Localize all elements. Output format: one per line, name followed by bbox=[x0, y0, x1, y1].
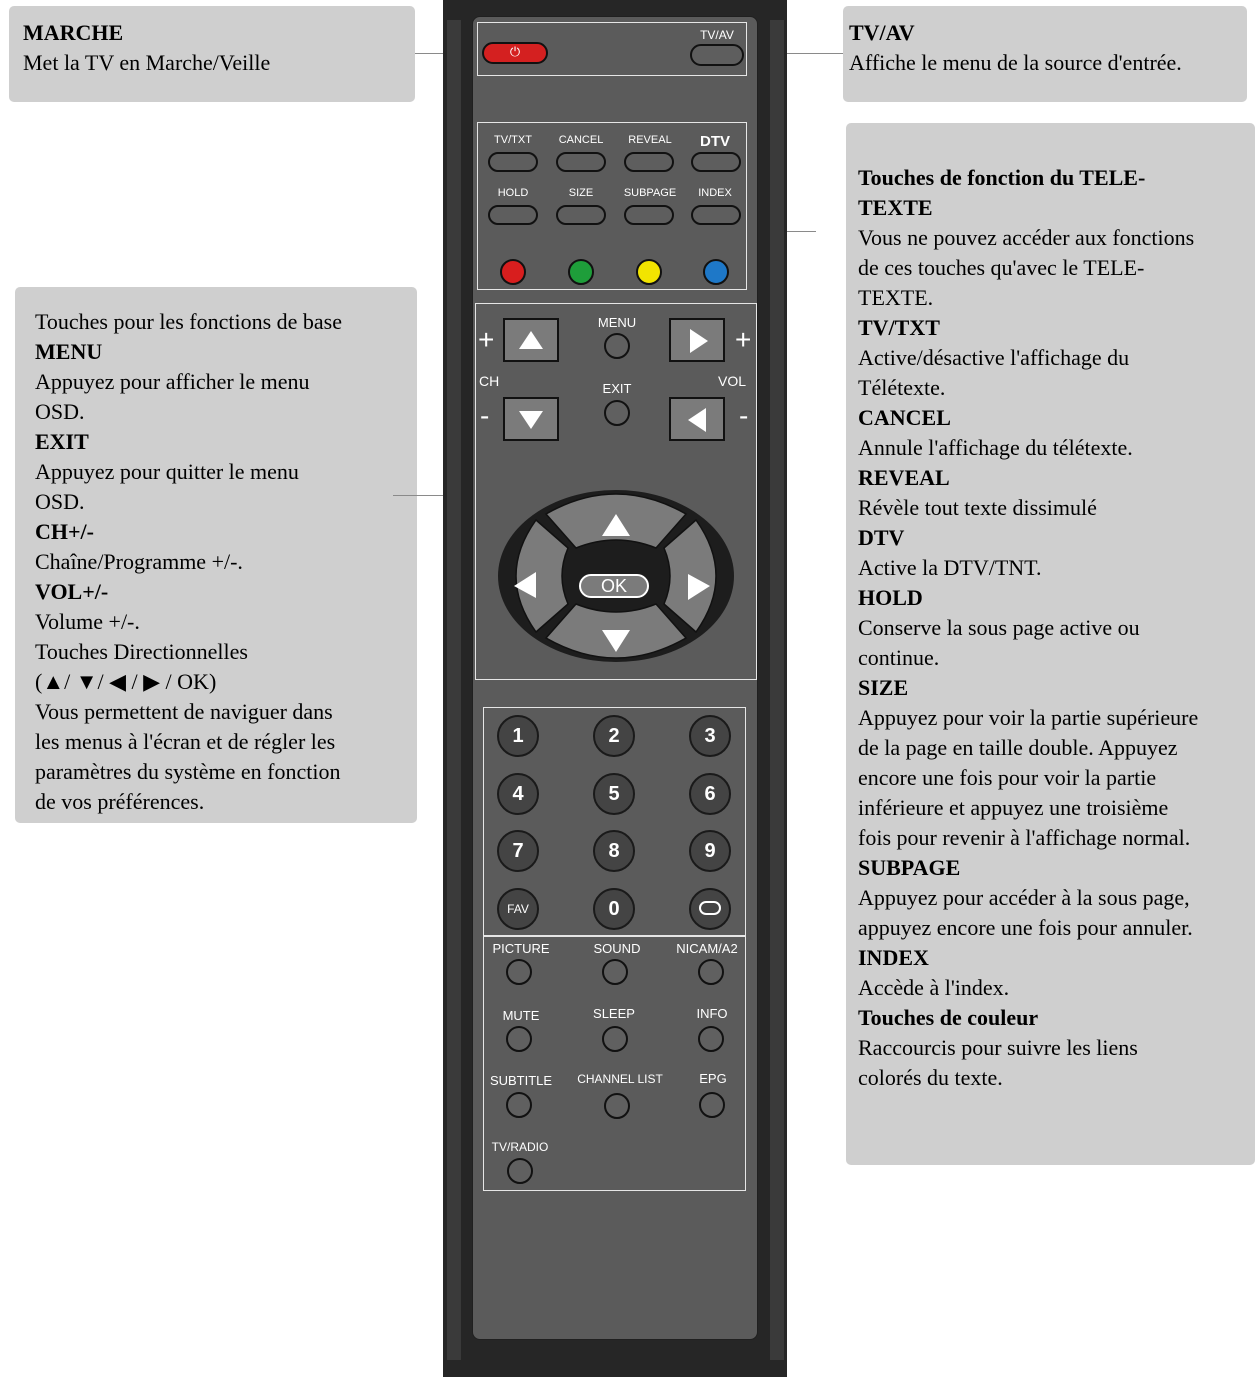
base-ch-text: Chaîne/Programme +/-. bbox=[35, 549, 243, 574]
tt-label-tvtxt: TV/TXT bbox=[494, 134, 532, 146]
num-6-button[interactable]: 6 bbox=[689, 773, 731, 815]
num-8-button[interactable]: 8 bbox=[593, 830, 635, 872]
subtitle-label: SUBTITLE bbox=[489, 1073, 553, 1088]
callout-base bbox=[15, 287, 417, 823]
tt-index-title: INDEX bbox=[858, 945, 929, 970]
power-icon: ⏻ bbox=[509, 45, 521, 60]
tt-size-l4: inférieure et appuyez une troisième bbox=[858, 795, 1169, 820]
recall-icon bbox=[699, 901, 721, 915]
base-vol-text: Volume +/-. bbox=[35, 609, 140, 634]
tt-label-cancel: CANCEL bbox=[558, 134, 604, 146]
callout-tvav-title: TV/AV bbox=[849, 20, 915, 45]
leader-tvav bbox=[778, 53, 843, 54]
tt-tvtxt-title: TV/TXT bbox=[858, 315, 940, 340]
base-exit-l1: Appuyez pour quitter le menu bbox=[35, 459, 299, 484]
info-label: INFO bbox=[696, 1006, 728, 1021]
num-1-button[interactable]: 1 bbox=[497, 715, 539, 757]
tt-hold-l1: Conserve la sous page active ou bbox=[858, 615, 1140, 640]
cancel-button[interactable] bbox=[556, 152, 606, 172]
base-dir-l1: Vous permettent de naviguer dans bbox=[35, 699, 333, 724]
tt-size-l5: fois pour revenir à l'affichage normal. bbox=[858, 825, 1191, 850]
hold-button[interactable] bbox=[488, 205, 538, 225]
dtv-button[interactable] bbox=[691, 152, 741, 172]
tt-cancel-title: CANCEL bbox=[858, 405, 951, 430]
menu-label: MENU bbox=[597, 315, 637, 330]
num-3-button[interactable]: 3 bbox=[689, 715, 731, 757]
tv-radio-button[interactable] bbox=[507, 1158, 533, 1184]
epg-button[interactable] bbox=[699, 1092, 725, 1118]
subtitle-button[interactable] bbox=[506, 1092, 532, 1118]
base-dir-l4: de vos préférences. bbox=[35, 789, 205, 814]
tt-color-l2: colorés du texte. bbox=[858, 1065, 1003, 1090]
vol-label: VOL bbox=[718, 373, 747, 389]
tt-reveal-title: REVEAL bbox=[858, 465, 950, 490]
sleep-button[interactable] bbox=[602, 1026, 628, 1052]
tv-radio-label: TV/RADIO bbox=[491, 1140, 549, 1154]
remote-edge-right bbox=[770, 20, 784, 1360]
nicam-label: NICAM/A2 bbox=[676, 941, 738, 956]
tt-intro-l2: de ces touches qu'avec le TELE- bbox=[858, 255, 1145, 280]
ok-label: OK bbox=[600, 576, 627, 596]
callout-marche bbox=[9, 6, 415, 102]
tt-label-reveal: REVEAL bbox=[628, 134, 672, 146]
power-button[interactable] bbox=[482, 42, 548, 64]
base-menu-title: MENU bbox=[35, 339, 103, 364]
vol-down-button[interactable] bbox=[669, 397, 725, 441]
remote-edge-left bbox=[447, 20, 461, 1360]
sound-label: SOUND bbox=[593, 941, 641, 956]
tt-tvtxt-l1: Active/désactive l'affichage du bbox=[858, 345, 1130, 370]
tt-cancel-text: Annule l'affichage du télétexte. bbox=[858, 435, 1133, 460]
yellow-button[interactable] bbox=[636, 259, 662, 285]
exit-button[interactable] bbox=[604, 400, 630, 426]
tt-color-title: Touches de couleur bbox=[858, 1005, 1039, 1030]
ch-plus-sign: + bbox=[478, 324, 495, 355]
green-button[interactable] bbox=[568, 259, 594, 285]
nicam-button[interactable] bbox=[698, 959, 724, 985]
num-9-button[interactable]: 9 bbox=[689, 830, 731, 872]
tt-intro-l3: TEXTE. bbox=[858, 285, 934, 310]
mute-label: MUTE bbox=[502, 1008, 540, 1023]
tt-label-hold: HOLD bbox=[497, 187, 529, 199]
sound-button[interactable] bbox=[602, 959, 628, 985]
tt-index-text: Accède à l'index. bbox=[858, 975, 1010, 1000]
tt-label-subpage: SUBPAGE bbox=[623, 187, 677, 199]
blue-button[interactable] bbox=[703, 259, 729, 285]
tt-hold-title: HOLD bbox=[858, 585, 923, 610]
tt-size-l2: de la page en taille double. Appuyez bbox=[858, 735, 1178, 760]
size-button[interactable] bbox=[556, 205, 606, 225]
info-button[interactable] bbox=[698, 1026, 724, 1052]
base-menu-l1: Appuyez pour afficher le menu bbox=[35, 369, 310, 394]
red-button[interactable] bbox=[500, 259, 526, 285]
ch-up-button[interactable] bbox=[503, 318, 559, 362]
tt-title-l1: Touches de fonction du TELE- bbox=[858, 165, 1146, 190]
tt-dtv-text: Active la DTV/TNT. bbox=[858, 555, 1042, 580]
sleep-label: SLEEP bbox=[593, 1006, 635, 1021]
base-ch-title: CH+/- bbox=[35, 519, 94, 544]
channel-list-button[interactable] bbox=[604, 1093, 630, 1119]
tt-subpage-l2: appuyez encore une fois pour annuler. bbox=[858, 915, 1193, 940]
channel-list-label: CHANNEL LIST bbox=[577, 1072, 663, 1086]
numpad-divider bbox=[483, 935, 746, 937]
callout-marche-title: MARCHE bbox=[23, 20, 124, 45]
num-4-button[interactable]: 4 bbox=[497, 773, 539, 815]
epg-label: EPG bbox=[699, 1071, 727, 1086]
picture-button[interactable] bbox=[506, 959, 532, 985]
recall-button[interactable] bbox=[689, 888, 731, 930]
base-menu-l2: OSD. bbox=[35, 399, 85, 424]
arrow-left-icon bbox=[688, 408, 706, 432]
tt-intro-l1: Vous ne pouvez accéder aux fonctions bbox=[858, 225, 1195, 250]
tt-color-l1: Raccourcis pour suivre les liens bbox=[858, 1035, 1138, 1060]
vol-up-button[interactable] bbox=[669, 318, 725, 362]
base-exit-l2: OSD. bbox=[35, 489, 85, 514]
reveal-button[interactable] bbox=[624, 152, 674, 172]
tt-tvtxt-l2: Télétexte. bbox=[858, 375, 946, 400]
tt-reveal-text: Révèle tout texte dissimulé bbox=[858, 495, 1097, 520]
base-vol-title: VOL+/- bbox=[35, 579, 109, 604]
exit-label: EXIT bbox=[602, 381, 632, 396]
tt-dtv-title: DTV bbox=[858, 525, 905, 550]
num-5-button[interactable]: 5 bbox=[593, 773, 635, 815]
tt-size-l3: encore une fois pour voir la partie bbox=[858, 765, 1157, 790]
tvav-button[interactable] bbox=[690, 44, 744, 66]
callout-tvav-text: Affiche le menu de la source d'entrée. bbox=[849, 50, 1182, 75]
menu-button[interactable] bbox=[604, 333, 630, 359]
tt-subpage-title: SUBPAGE bbox=[858, 855, 961, 880]
tt-size-l1: Appuyez pour voir la partie supérieure bbox=[858, 705, 1199, 730]
arrow-down-icon bbox=[519, 411, 543, 429]
num-0-button[interactable]: 0 bbox=[593, 888, 635, 930]
base-dir-title: Touches Directionnelles bbox=[35, 639, 248, 664]
tvtxt-button[interactable] bbox=[488, 152, 538, 172]
ch-label: CH bbox=[479, 373, 500, 389]
index-button[interactable] bbox=[691, 205, 741, 225]
tt-label-dtv: DTV bbox=[700, 133, 730, 150]
base-dir-l3: paramètres du système en fonction bbox=[35, 759, 341, 784]
num-7-button[interactable]: 7 bbox=[497, 830, 539, 872]
base-exit-title: EXIT bbox=[35, 429, 89, 454]
ch-down-button[interactable] bbox=[503, 397, 559, 441]
subpage-button[interactable] bbox=[624, 205, 674, 225]
tt-title-l2: TEXTE bbox=[858, 195, 933, 220]
picture-label: PICTURE bbox=[492, 941, 550, 956]
ch-minus-sign: - bbox=[480, 400, 490, 431]
vol-plus-sign: + bbox=[735, 324, 752, 355]
num-2-button[interactable]: 2 bbox=[593, 715, 635, 757]
tt-hold-l2: continue. bbox=[858, 645, 940, 670]
arrow-up-icon bbox=[519, 331, 543, 349]
tt-label-size: SIZE bbox=[568, 187, 594, 199]
base-dir-l2: les menus à l'écran et de régler les bbox=[35, 729, 336, 754]
base-intro: Touches pour les fonctions de base bbox=[35, 309, 342, 334]
tt-size-title: SIZE bbox=[858, 675, 909, 700]
arrow-right-icon bbox=[690, 329, 708, 353]
mute-button[interactable] bbox=[506, 1026, 532, 1052]
callout-marche-text: Met la TV en Marche/Veille bbox=[23, 50, 271, 75]
tt-label-index: INDEX bbox=[698, 187, 732, 199]
callout-tvav bbox=[843, 6, 1247, 102]
tt-subpage-l1: Appuyez pour accéder à la sous page, bbox=[858, 885, 1190, 910]
callout-teletexte bbox=[846, 123, 1255, 1165]
ok-button[interactable] bbox=[579, 574, 649, 598]
tvav-label: TV/AV bbox=[700, 28, 734, 42]
fav-button[interactable]: FAV bbox=[497, 888, 539, 930]
vol-minus-sign: - bbox=[739, 400, 749, 431]
base-dir-keys: (▲/ ▼/ ◀ / ▶ / OK) bbox=[35, 669, 217, 694]
